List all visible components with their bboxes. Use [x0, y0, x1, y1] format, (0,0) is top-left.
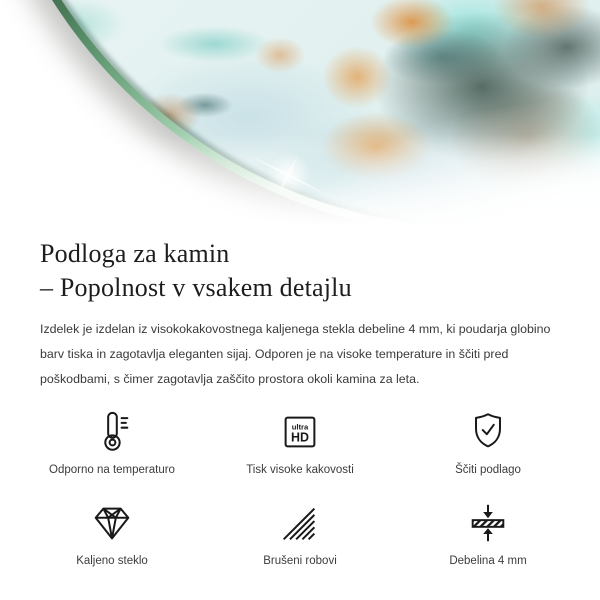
page-title — [40, 237, 560, 305]
feature-label: Kaljeno steklo — [76, 554, 148, 567]
page-title-line1: Podloga za kamin — [40, 239, 230, 268]
feature-label: Tisk visoke kakovosti — [246, 463, 354, 476]
diamond-icon — [89, 500, 135, 546]
product-description: Izdelek je izdelan iz visokokakovostnega kaljenega stekla debeline 4 mm, ki poudarja globino barv tiska in zagotavlja eleganten sijaj. Odporen je na visoke temperature in ščiti pred poškodbami, s čimer zagotavlja zaščito prostora okoli kamina za leta. — [40, 321, 551, 387]
ultra-hd-icon — [277, 409, 323, 455]
feature-label: Ščiti podlago — [455, 463, 521, 476]
thickness-icon — [465, 500, 511, 546]
feature-thickness-4mm — [394, 500, 582, 567]
feature-label: Odporno na temperaturo — [49, 463, 175, 476]
feature-label: Brušeni robovi — [263, 554, 337, 567]
thermometer-icon — [89, 409, 135, 455]
ultra-hd-icon-text-top: ultra — [291, 422, 309, 432]
page-title-line2: – Popolnost v vsakem detajlu — [40, 272, 352, 302]
feature-temperature-resistant — [18, 409, 206, 476]
feature-high-quality-print — [206, 409, 394, 476]
ultra-hd-icon-text-bottom: HD — [291, 430, 309, 445]
product-hero-image — [0, 0, 600, 231]
polished-edges-icon — [277, 500, 323, 546]
feature-label: Debelina 4 mm — [449, 554, 527, 567]
product-text-section — [0, 237, 600, 393]
shield-check-icon — [465, 409, 511, 455]
feature-polished-edges — [206, 500, 394, 567]
features-grid — [0, 393, 600, 567]
feature-protects-surface — [394, 409, 582, 476]
feature-tempered-glass — [18, 500, 206, 567]
